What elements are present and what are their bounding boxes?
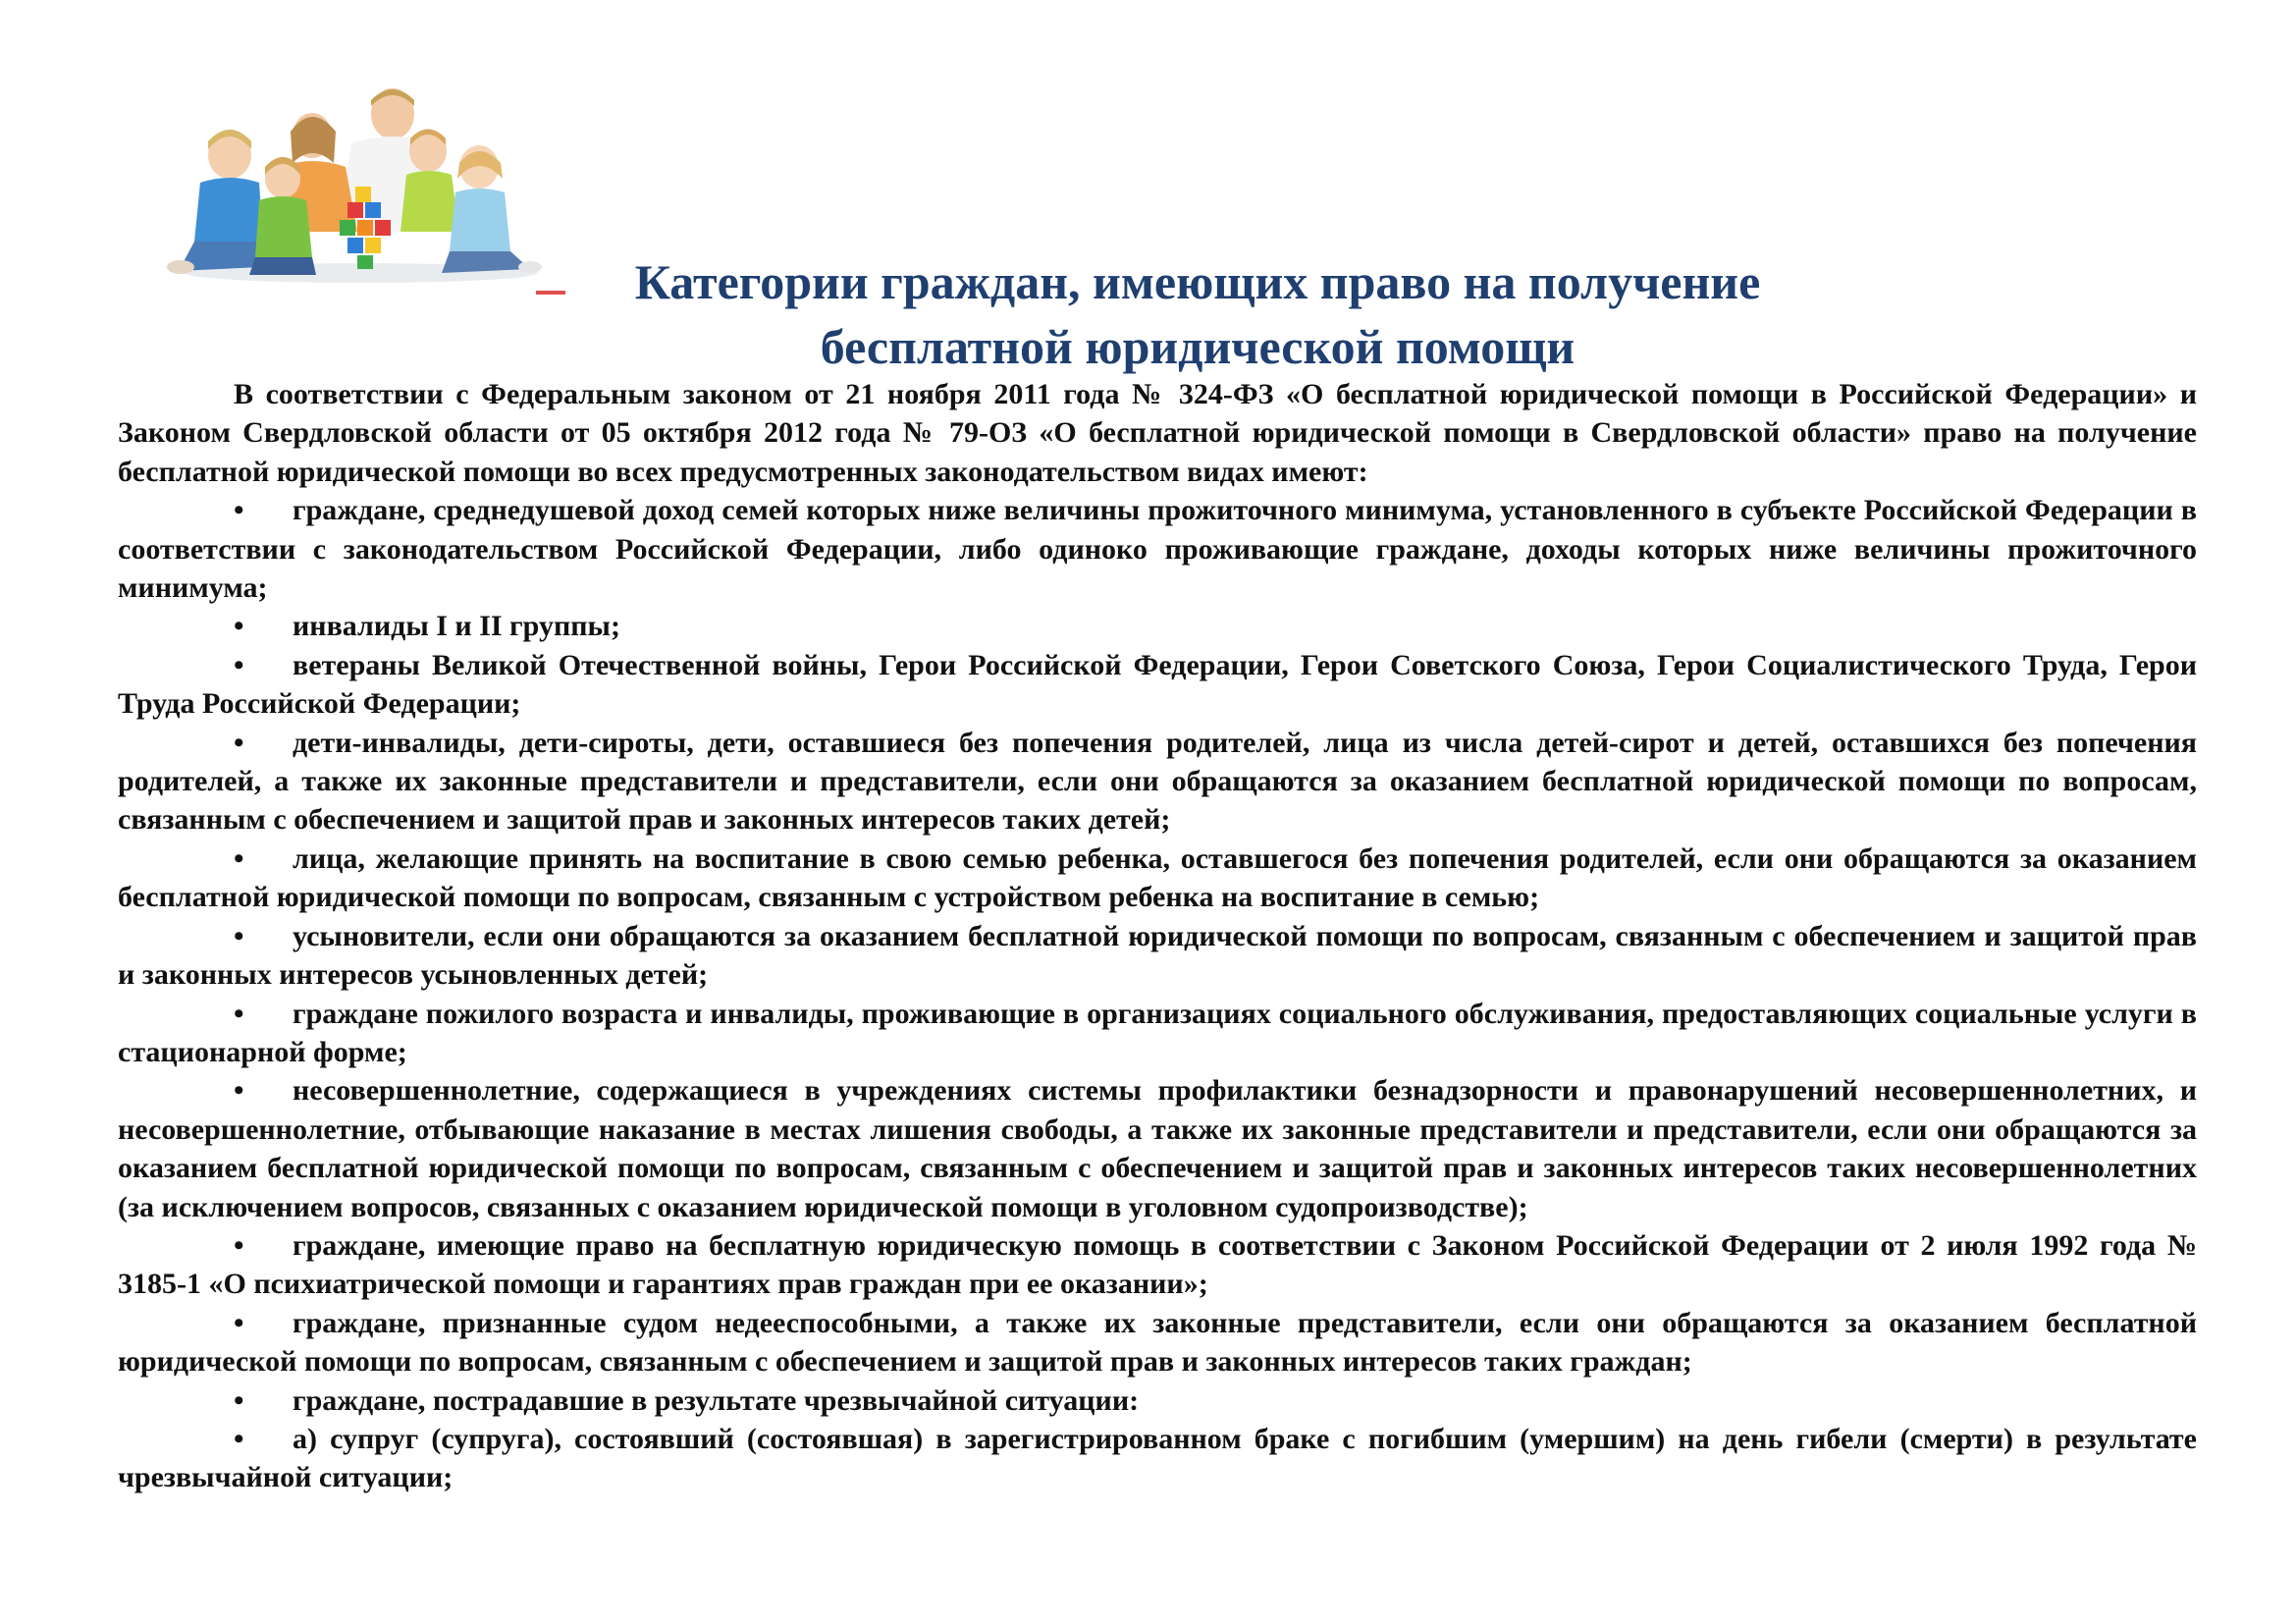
- list-item: [118, 839, 2197, 917]
- list-item-text: несовершеннолетние, содержащиеся в учреждениях системы профилактики безнадзорности и правонарушений несовершеннолетних, и несовершеннолетние, отбывающие наказание в местах лишения свободы, а также их законные представители и представители, если они обращаются за оказанием бесплатной юридической помощи по вопросам, связанным с обеспечением и защитой прав и законных интересов таких несовершеннолетних (за исключением вопросов, связанных с оказанием юридической помощи в уголовном судопроизводстве);: [118, 1074, 2197, 1223]
- bullet-icon: •: [234, 1306, 244, 1339]
- list-item-text: граждане, имеющие право на бесплатную юридическую помощь в соответствии с Законом Российской Федерации от 2 июля 1992 года № 3185-1 «О психиатрической помощи и гарантиях прав граждан при ее оказании»;: [118, 1228, 2197, 1301]
- list-item-text: граждане, среднедушевой доход семей которых ниже величины прожиточного минимума, установленного в субъекте Российской Федерации в соответствии с законодательством Российской Федерации, либо одиноко проживающие граждане, доходы которых ниже величины прожиточного минимума;: [118, 494, 2197, 605]
- bullet-icon: •: [234, 1228, 244, 1262]
- bullet-icon: •: [234, 726, 244, 759]
- bullet-icon: •: [234, 997, 244, 1030]
- list-item-text: ветераны Великой Отечественной войны, Герои Российской Федерации, Герои Советского Союза, Герои Социалистического Труда, Герои Труда Российской Федерации;: [118, 648, 2197, 721]
- bullet-icon: •: [234, 648, 244, 681]
- list-item: [118, 491, 2197, 607]
- list-item-text: а) супруг (супруга), состоявший (состоявшая) в зарегистрированном браке с погибшим (умершим) на день гибели (смерти) в результате чрезвычайной ситуации;: [118, 1422, 2197, 1494]
- bullet-icon: •: [234, 1383, 244, 1417]
- title-line-2: бесплатной юридической помощи: [820, 319, 1575, 374]
- bullet-icon: •: [234, 610, 244, 643]
- bullet-icon: •: [234, 494, 244, 527]
- bullet-icon: •: [234, 841, 244, 875]
- bullet-icon: •: [234, 919, 244, 952]
- list-item: [118, 1226, 2197, 1304]
- list-item: [118, 917, 2197, 995]
- list-item-text: граждане, признанные судом недееспособными, а также их законные представители, если они обращаются за оказанием бесплатной юридической помощи по вопросам, связанным с обеспечением и защитой прав и законных интересов таких граждан;: [118, 1306, 2197, 1379]
- intro-paragraph: В соответствии с Федеральным законом от 21 ноября 2011 года № 324-ФЗ «О бесплатной юридической помощи в Российской Федерации» и Законом Свердловской области от 05 октября 2012 года № 79-ОЗ «О бесплатной юридической помощи в Свердловской области» право на получение бесплатной юридической помощи во всех предусмотренных законодательством видах имеют:: [118, 378, 2197, 488]
- list-item-text: усыновители, если они обращаются за оказанием бесплатной юридической помощи по вопросам, связанным с обеспечением и защитой прав и законных интересов усыновленных детей;: [118, 919, 2197, 992]
- list-item: [118, 646, 2197, 724]
- list-item-text: граждане, пострадавшие в результате чрезвычайной ситуации:: [293, 1383, 1140, 1417]
- list-item: [118, 724, 2197, 839]
- list-item: [118, 1304, 2197, 1381]
- list-item: [118, 1071, 2197, 1226]
- list-item-text: граждане пожилого возраста и инвалиды, проживающие в организациях социального обслуживания, предоставляющих социальные услуги в стационарной форме;: [118, 997, 2197, 1068]
- list-item-text: дети-инвалиды, дети-сироты, дети, оставшиеся без попечения родителей, лица из числа детей-сирот и детей, оставшихся без попечения родителей, а также их законные представители и представители, если они обращаются за оказанием бесплатной юридической помощи по вопросам, связанным с обеспечением и защитой прав и законных интересов таких детей;: [118, 726, 2197, 837]
- list-item: [118, 1420, 2197, 1497]
- title-line-1: Категории граждан, имеющих право на получение: [634, 254, 1761, 309]
- list-item: [118, 995, 2197, 1072]
- list-item-text: инвалиды I и II группы;: [293, 610, 620, 643]
- list-item: [118, 607, 2197, 645]
- list-item-text: лица, желающие принять на воспитание в свою семью ребенка, оставшегося без попечения родителей, если они обращаются за оказанием бесплатной юридической помощи по вопросам, связанным с устройством ребенка на воспитание в семью;: [118, 841, 2197, 914]
- category-list: [118, 491, 2197, 1497]
- page-title: [432, 249, 1963, 379]
- list-item: [118, 1381, 2197, 1420]
- bullet-icon: •: [234, 1422, 244, 1455]
- document-body: [118, 375, 2197, 1497]
- bullet-icon: •: [234, 1074, 244, 1108]
